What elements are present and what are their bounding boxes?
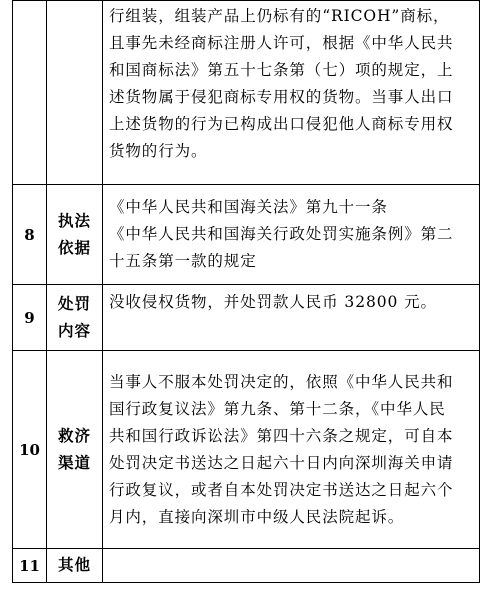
row-content-cell bbox=[103, 549, 480, 583]
content-line: 当事人不服本处罚决定的，依照《中华人民共和 bbox=[109, 372, 454, 391]
row-number-cell bbox=[13, 1, 47, 185]
content-line: 月内，直接向深圳市中级人民法院起诉。 bbox=[109, 507, 405, 526]
content-line: 十五条第一款的规定 bbox=[109, 252, 257, 270]
content-line: 《中华人民共和国海关行政处罚实施条例》第二 bbox=[109, 225, 454, 243]
row-label-line: 执法 bbox=[57, 211, 91, 230]
content-line: 述货物属于侵犯商标专用权的货物。当事人出口 bbox=[109, 88, 454, 106]
content-line: 且事先未经商标注册人许可，根据《中华人民共 bbox=[109, 34, 454, 52]
penalty-decision-table bbox=[12, 0, 480, 583]
content-line: 行组装，组装产品上仍标有的“RICOH”商标， bbox=[109, 7, 450, 25]
content-line: 和国商标法》第五十七条第（七）项的规定，上 bbox=[109, 61, 454, 79]
row-label-line: 内容 bbox=[57, 321, 91, 340]
row-label bbox=[47, 351, 103, 549]
table-row-11 bbox=[13, 549, 480, 583]
row-content-cell bbox=[103, 1, 480, 185]
row-content-cell bbox=[103, 185, 480, 285]
content-line: 上述货物的行为已构成出口侵犯他人商标专用权 bbox=[109, 115, 454, 133]
table-row-9 bbox=[13, 285, 480, 351]
table-row-continued bbox=[13, 1, 480, 185]
row-label-line: 处罚 bbox=[57, 294, 91, 313]
content-line: 没收侵权货物，并处罚款人民币 32800 元。 bbox=[109, 293, 437, 311]
content-line: 《中华人民共和国海关法》第九十一条 bbox=[109, 198, 388, 216]
table-row-8 bbox=[13, 185, 480, 285]
row-content-cell bbox=[103, 351, 480, 549]
row-label bbox=[47, 185, 103, 285]
row-label bbox=[47, 285, 103, 351]
content-line: 国行政复议法》第九条、第十二条，《中华人民 bbox=[109, 399, 446, 418]
row-label bbox=[47, 549, 103, 583]
row-content-cell bbox=[103, 285, 480, 351]
row-label-line: 其他 bbox=[57, 556, 91, 574]
row-number: 9 bbox=[13, 285, 47, 351]
row-label-line: 渠道 bbox=[57, 453, 91, 472]
content-line: 货物的行为。 bbox=[109, 142, 208, 160]
row-number: 11 bbox=[13, 549, 47, 583]
content-line: 共和国行政诉讼法》第四十六条之规定，可自本 bbox=[109, 426, 454, 445]
row-label-line: 救济 bbox=[57, 426, 91, 445]
row-number: 10 bbox=[13, 351, 47, 549]
row-number: 8 bbox=[13, 185, 47, 285]
table-row-10 bbox=[13, 351, 480, 549]
content-line: 处罚决定书送达之日起六十日内向深圳海关申请 bbox=[109, 453, 454, 472]
content-line: 行政复议，或者自本处罚决定书送达之日起六个 bbox=[109, 480, 454, 499]
row-label-cell bbox=[47, 1, 103, 185]
row-label-line: 依据 bbox=[57, 238, 91, 257]
